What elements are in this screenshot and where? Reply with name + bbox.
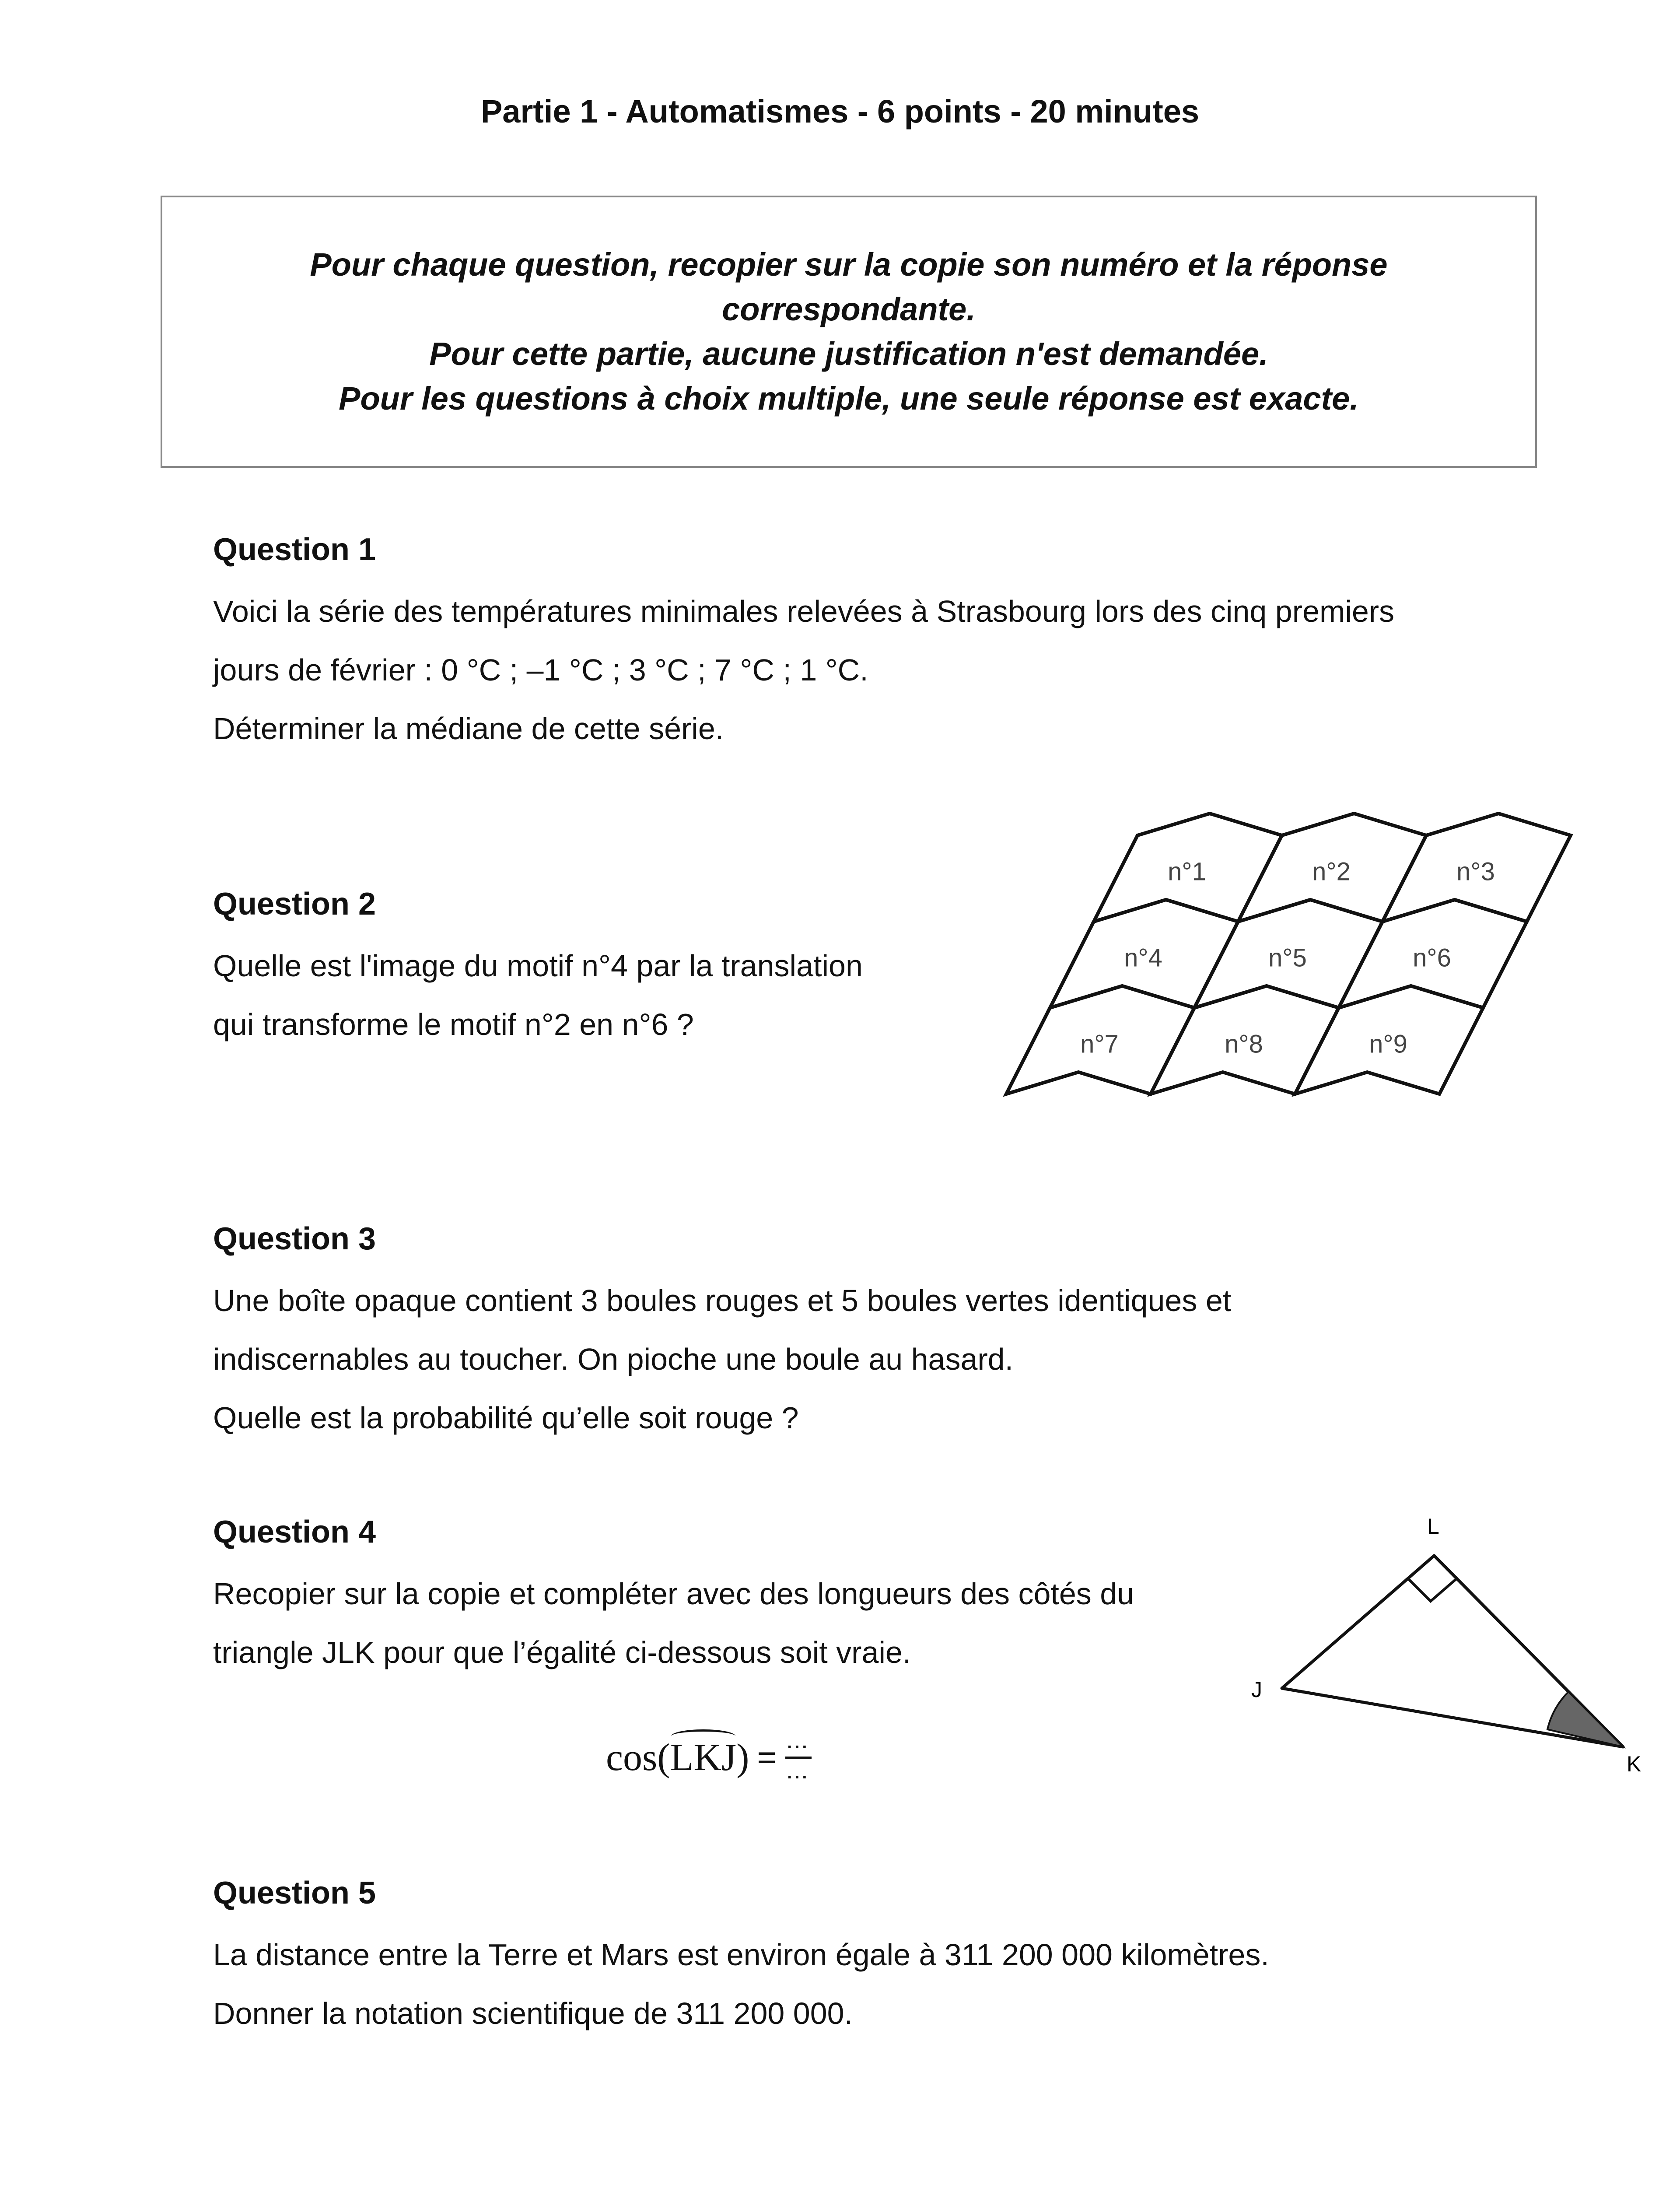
question-line: Voici la série des températures minimales relevées à Strasbourg lors des cinq premiers [213,594,1395,628]
question-line: jours de février : 0 °C ; –1 °C ; 3 °C ; 7 °C ; 1 °C. [213,653,868,687]
angle-k-marker [1547,1692,1623,1747]
tiling-motif-label: n°7 [1080,1030,1119,1059]
tiling-motif-label: n°1 [1168,857,1206,886]
question-4-title: Question 4 [213,1515,376,1550]
formula-angle-text: LKJ [670,1736,737,1779]
instruction-line: Pour cette partie, aucune justification n'est demandée. [429,336,1268,372]
question-line: La distance entre la Terre et Mars est environ égale à 311 200 000 kilomètres. [213,1938,1269,1972]
right-angle-marker [1408,1556,1457,1601]
formula-angle [670,1736,737,1780]
cosine-formula [606,1733,812,1782]
question-line: triangle JLK pour que l’égalité ci-dessous soit vraie. [213,1635,911,1669]
tiling-motif-label: n°6 [1413,943,1451,972]
fraction-denominator: ... [787,1763,810,1782]
formula-fraction [785,1733,812,1782]
question-line: Quelle est la probabilité qu’elle soit rouge ? [213,1401,799,1435]
instruction-line: Pour les questions à choix multiple, une seule réponse est exacte. [339,380,1359,417]
fraction-numerator: ... [787,1733,810,1752]
question-4-text [213,1564,1307,1682]
vertex-label-j: J [1251,1677,1262,1702]
question-5-text [213,1925,1569,2043]
tiling-motif-label: n°4 [1124,943,1162,972]
question-3-title: Question 3 [213,1221,376,1256]
instruction-line: Pour chaque question, recopier sur la copie son numéro et la réponse [310,246,1388,283]
question-line: indiscernables au toucher. On pioche une boule au hasard. [213,1342,1014,1376]
instruction-line: correspondante. [722,291,976,327]
angle-hat [671,1729,736,1743]
formula-suffix: ) [736,1736,749,1779]
tiling-motif-label: n°3 [1456,857,1495,886]
question-3-text [213,1271,1569,1447]
question-line: Quelle est l'image du motif n°4 par la translation [213,949,863,983]
page-title: Partie 1 - Automatismes - 6 points - 20 minutes [480,93,1200,130]
tiling-motif-label: n°8 [1225,1030,1263,1059]
question-line: Donner la notation scientifique de 311 200 000. [213,1996,853,2030]
question-1-title: Question 1 [213,532,376,567]
question-line: Recopier sur la copie et compléter avec des longueurs des côtés du [213,1577,1134,1611]
triangle-figure [1247,1514,1662,1799]
vertex-label-l: L [1427,1514,1439,1539]
tiling-motif-label: n°9 [1369,1030,1407,1059]
tiling-motif-label: n°5 [1268,943,1307,972]
question-5-title: Question 5 [213,1876,376,1911]
question-2-title: Question 2 [213,887,376,922]
formula-prefix: cos( [606,1736,670,1779]
formula-equals: = [757,1739,777,1776]
tiling-motif-label: n°2 [1312,857,1351,886]
question-line: qui transforme le motif n°2 en n°6 ? [213,1007,694,1041]
question-line: Déterminer la médiane de cette série. [213,712,724,746]
vertex-label-k: K [1627,1752,1642,1776]
question-line: Une boîte opaque contient 3 boules rouges et 5 boules vertes identiques et [213,1283,1232,1318]
fraction-bar [785,1757,812,1759]
